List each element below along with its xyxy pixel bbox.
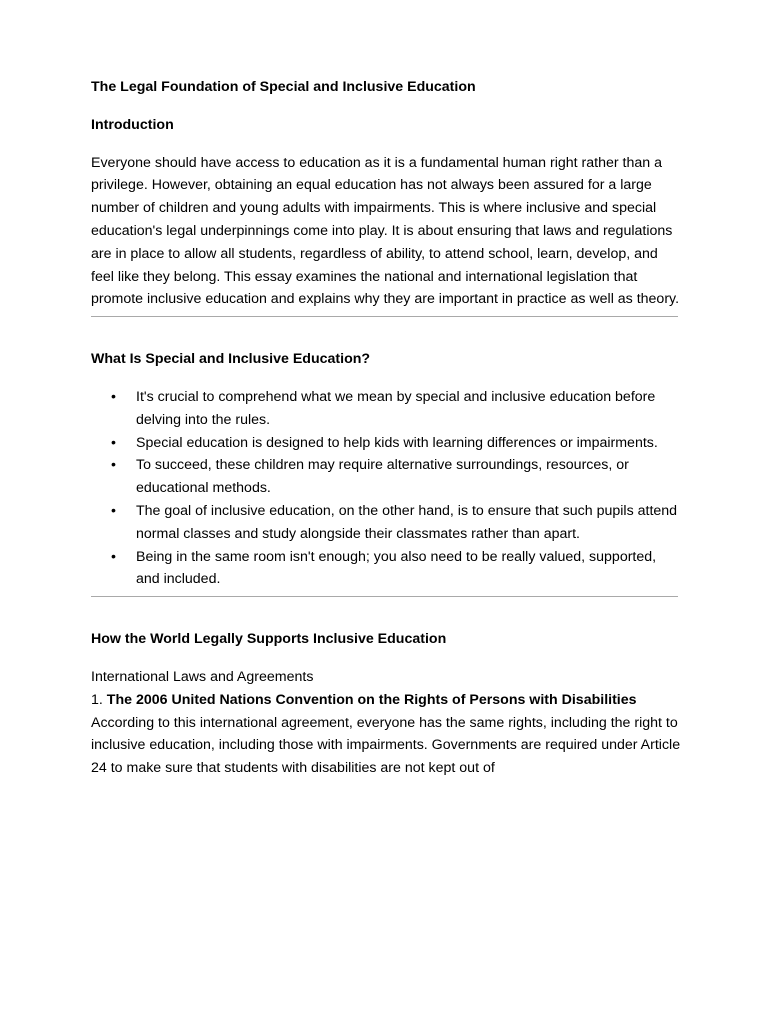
document-page — [91, 76, 681, 780]
list-item-text: To succeed, these children may require alternative surroundings, resources, or educational methods. — [136, 457, 629, 497]
bullet-icon: • — [111, 388, 116, 405]
section-spacer — [91, 317, 681, 348]
bullet-icon: • — [111, 502, 116, 519]
law-paragraph: According to this international agreement, everyone has the same rights, including the right to inclusive education, including those with impairments. Governments are required under Article 24 to make sure that students with disabilities are not kept out of — [91, 714, 681, 777]
list-item — [91, 546, 681, 592]
list-item-text: The goal of inclusive education, on the other hand, is to ensure that such pupils attend normal classes and study alongside their classmates rather than apart. — [136, 502, 678, 542]
list-item-text: Special education is designed to help kids with learning differences or impairments. — [136, 434, 658, 451]
bullet-icon: • — [111, 457, 116, 474]
list-item-text: It's crucial to comprehend what we mean by special and inclusive education before delving into the rules. — [136, 388, 656, 428]
world-support-heading: How the World Legally Supports Inclusive Education — [91, 631, 447, 648]
bullet-icon: • — [111, 434, 116, 451]
introduction-paragraph: Everyone should have access to education as it is a fundamental human right rather than a privilege. However, obtaining an equal education has not always been assured for a large number of children and young adults with impairments. This is where inclusive and special education's legal underpinnings come into play. It is about ensuring that laws and regulations are in place to allow all students, regardless of ability, to attend school, learn, develop, and feel like they belong. This essay examines the national and international legislation that promote inclusive education and explains why they are important in practice as well as theory. — [91, 154, 680, 308]
bullet-icon: • — [111, 548, 116, 565]
introduction-heading: Introduction — [91, 116, 174, 133]
section-spacer — [91, 597, 681, 628]
list-item — [91, 432, 681, 455]
what-is-heading: What Is Special and Inclusive Education? — [91, 351, 371, 368]
international-laws-subheading: International Laws and Agreements — [91, 668, 314, 685]
list-item — [91, 454, 681, 500]
law-title: The 2006 United Nations Convention on the Rights of Persons with Disabilities — [106, 691, 637, 708]
what-is-bullet-list — [91, 386, 681, 591]
law-number: 1. — [91, 691, 103, 708]
list-item — [91, 386, 681, 432]
list-item-text: Being in the same room isn't enough; you also need to be really valued, supported, and included. — [136, 548, 657, 588]
list-item — [91, 500, 681, 546]
document-title: The Legal Foundation of Special and Inclusive Education — [91, 79, 476, 95]
law-title-line — [91, 689, 681, 712]
